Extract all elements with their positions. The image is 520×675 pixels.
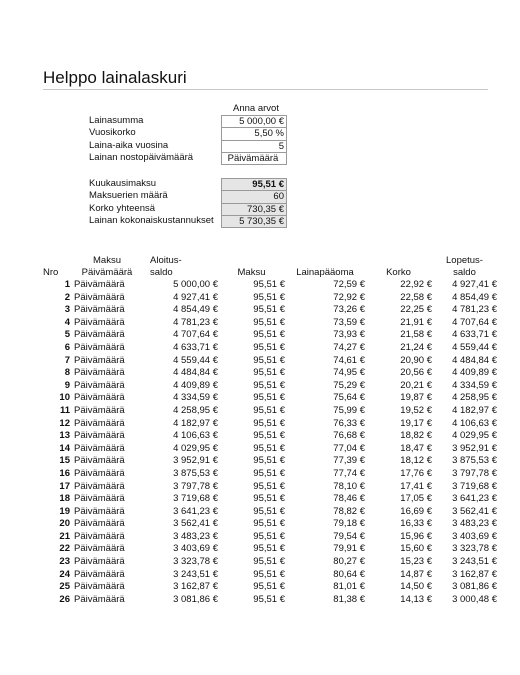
interest-amount-cell: 15,60 € [400,543,432,555]
end-balance-cell: 3 641,23 € [452,493,497,505]
end-balance-cell: 4 633,71 € [452,329,497,341]
start-balance-cell: 5 000,00 € [173,279,218,290]
principal-amount-cell: 77,39 € [333,455,365,467]
table-row [43,405,497,418]
interest-amount-cell: 20,21 € [400,379,432,391]
payment-amount-cell: 95,51 € [253,430,285,442]
payment-number-cell: 2 [64,291,70,303]
principal-amount-cell: 75,64 € [333,392,365,404]
table-row [43,443,497,456]
principal-amount-cell: 75,29 € [333,379,365,391]
end-balance-cell: 3 562,41 € [452,505,497,517]
payment-number-cell: 19 [59,505,70,517]
principal-amount-cell: 79,91 € [333,543,365,555]
input-row-start-date [89,152,287,164]
payment-date-cell: Päivämäärä [74,493,125,505]
payment-number-cell: 26 [59,593,70,605]
payment-amount-cell: 95,51 € [253,581,285,593]
interest-amount-cell: 21,91 € [400,316,432,328]
summary-row-total-interest [89,203,287,215]
end-balance-cell: 4 559,44 € [452,341,497,353]
start-balance-cell: 4 559,44 € [173,354,218,366]
start-balance-cell: 4 258,95 € [173,404,218,416]
principal-amount-cell: 76,68 € [333,430,365,442]
end-balance-cell: 3 875,53 € [452,455,497,467]
table-row [43,392,497,405]
payment-number-cell: 20 [59,518,70,530]
payment-amount-cell: 95,51 € [253,442,285,454]
loan-years-field[interactable]: 5 [221,140,287,152]
principal-amount-cell: 73,26 € [333,304,365,316]
principal-amount-cell: 77,74 € [333,467,365,479]
payment-number-cell: 5 [64,329,70,341]
principal-amount-cell: 79,54 € [333,530,365,542]
end-balance-cell: 3 162,87 € [452,568,497,580]
table-row [43,380,497,393]
start-balance-cell: 3 323,78 € [173,556,218,568]
interest-amount-cell: 18,12 € [400,455,432,467]
end-balance-cell: 4 258,95 € [452,392,497,404]
interest-amount-cell: 21,58 € [400,329,432,341]
table-row [43,468,497,481]
payment-date-cell: Päivämäärä [74,455,125,467]
payment-amount-cell: 95,51 € [253,279,285,290]
table-row [43,418,497,431]
end-balance-cell: 3 403,69 € [452,530,497,542]
payment-amount-cell: 95,51 € [253,404,285,416]
payment-amount-cell: 95,51 € [253,556,285,568]
principal-amount-cell: 72,92 € [333,291,365,303]
start-balance-cell: 4 854,49 € [173,304,218,316]
loan-years-label: Laina-aika vuosina [89,139,169,151]
payment-number-cell: 8 [64,367,70,379]
payment-date-cell: Päivämäärä [74,556,125,568]
payment-date-cell: Päivämäärä [74,392,125,404]
payment-date-cell: Päivämäärä [74,593,125,605]
start-balance-cell: 4 707,64 € [173,329,218,341]
table-row [43,279,497,292]
start-balance-cell: 4 409,89 € [173,379,218,391]
start-balance-cell: 4 182,97 € [173,417,218,429]
payment-date-cell: Päivämäärä [74,379,125,391]
interest-amount-cell: 19,17 € [400,417,432,429]
payment-date-cell: Päivämäärä [74,581,125,593]
header-interest: Korko [386,267,411,278]
payment-amount-cell: 95,51 € [253,543,285,555]
interest-amount-cell: 14,87 € [400,568,432,580]
loan-amount-label: Lainasumma [89,115,144,126]
interest-amount-cell: 18,47 € [400,442,432,454]
input-row-loan-amount [89,115,287,127]
header-payment-date: Maksu Päivämäärä [81,255,133,278]
table-row [43,493,497,506]
table-row [43,581,497,594]
principal-amount-cell: 78,82 € [333,505,365,517]
interest-rate-field[interactable]: 5,50 % [221,127,287,139]
payment-amount-cell: 95,51 € [253,455,285,467]
inputs-header: Anna arvot [233,103,279,114]
end-balance-cell: 4 484,84 € [452,354,497,366]
start-balance-cell: 4 927,41 € [173,291,218,303]
payment-date-cell: Päivämäärä [74,430,125,442]
interest-amount-cell: 22,58 € [400,291,432,303]
summary-row-payment-count [89,190,287,202]
start-balance-cell: 3 562,41 € [173,518,218,530]
start-balance-cell: 3 952,91 € [173,455,218,467]
payment-amount-cell: 95,51 € [253,304,285,316]
header-payment: Maksu [237,267,266,278]
end-balance-cell: 4 707,64 € [452,316,497,328]
schedule-header-row [43,255,497,279]
payment-amount-cell: 95,51 € [253,316,285,328]
input-row-interest-rate [89,127,287,139]
end-balance-cell: 3 323,78 € [452,543,497,555]
principal-amount-cell: 81,38 € [333,593,365,605]
payment-date-cell: Päivämäärä [74,568,125,580]
end-balance-cell: 4 927,41 € [452,279,497,290]
table-row [43,329,497,342]
payment-number-cell: 9 [64,379,70,391]
payment-date-cell: Päivämäärä [74,329,125,341]
payment-date-cell: Päivämäärä [74,467,125,479]
payment-amount-cell: 95,51 € [253,379,285,391]
end-balance-cell: 3 081,86 € [452,581,497,593]
loan-amount-field[interactable]: 5 000,00 € [221,115,287,127]
payment-amount-cell: 95,51 € [253,493,285,505]
payment-amount-cell: 95,51 € [253,354,285,366]
monthly-payment-value: 95,51 € [221,178,287,190]
table-row [43,543,497,556]
principal-amount-cell: 76,33 € [333,417,365,429]
loan-summary [89,178,287,228]
interest-amount-cell: 16,69 € [400,505,432,517]
payment-date-cell: Päivämäärä [74,518,125,530]
table-row [43,430,497,443]
payment-number-cell: 23 [59,556,70,568]
end-balance-cell: 3 483,23 € [452,518,497,530]
summary-row-monthly-payment [89,178,287,190]
start-balance-cell: 4 106,63 € [173,430,218,442]
payment-number-cell: 12 [59,417,70,429]
interest-amount-cell: 21,24 € [400,341,432,353]
payment-date-cell: Päivämäärä [74,543,125,555]
table-row [43,342,497,355]
table-row [43,518,497,531]
end-balance-cell: 4 781,23 € [452,304,497,316]
payment-amount-cell: 95,51 € [253,392,285,404]
end-balance-cell: 4 182,97 € [452,404,497,416]
payment-number-cell: 7 [64,354,70,366]
payment-number-cell: 21 [59,530,70,542]
start-date-field[interactable]: Päivämäärä [221,152,287,164]
payment-number-cell: 24 [59,568,70,580]
end-balance-cell: 4 409,89 € [452,367,497,379]
interest-amount-cell: 18,82 € [400,430,432,442]
principal-amount-cell: 74,95 € [333,367,365,379]
principal-amount-cell: 73,93 € [333,329,365,341]
payment-date-cell: Päivämäärä [74,442,125,454]
payment-amount-cell: 95,51 € [253,505,285,517]
start-balance-cell: 3 797,78 € [173,480,218,492]
payment-amount-cell: 95,51 € [253,568,285,580]
start-balance-cell: 4 029,95 € [173,442,218,454]
start-balance-cell: 3 403,69 € [173,543,218,555]
principal-amount-cell: 73,59 € [333,316,365,328]
end-balance-cell: 3 000,48 € [452,593,497,605]
interest-amount-cell: 17,41 € [400,480,432,492]
interest-amount-cell: 15,23 € [400,556,432,568]
end-balance-cell: 3 952,91 € [452,442,497,454]
principal-amount-cell: 81,01 € [333,581,365,593]
table-row [43,355,497,368]
total-cost-value: 5 730,35 € [221,215,287,227]
payment-amount-cell: 95,51 € [253,417,285,429]
payment-date-cell: Päivämäärä [74,367,125,379]
principal-amount-cell: 78,46 € [333,493,365,505]
interest-amount-cell: 17,05 € [400,493,432,505]
table-row [43,304,497,317]
table-row [43,594,497,607]
interest-rate-label: Vuosikorko [89,127,136,139]
summary-row-total-cost [89,215,287,227]
interest-amount-cell: 19,87 € [400,392,432,404]
payment-amount-cell: 95,51 € [253,341,285,353]
payment-number-cell: 6 [64,341,70,353]
page-title: Helppo lainalaskuri [43,68,187,87]
payment-date-cell: Päivämäärä [74,404,125,416]
interest-amount-cell: 22,92 € [400,279,432,290]
table-row [43,292,497,305]
start-balance-cell: 4 781,23 € [173,316,218,328]
total-cost-label: Lainan kokonaiskustannukset [89,215,214,227]
interest-amount-cell: 14,13 € [400,593,432,605]
start-balance-cell: 3 483,23 € [173,530,218,542]
start-balance-cell: 3 162,87 € [173,581,218,593]
payment-amount-cell: 95,51 € [253,329,285,341]
table-row [43,506,497,519]
payment-date-cell: Päivämäärä [74,417,125,429]
table-row [43,556,497,569]
end-balance-cell: 3 243,51 € [452,556,497,568]
total-interest-value: 730,35 € [221,203,287,215]
principal-amount-cell: 74,61 € [333,354,365,366]
interest-amount-cell: 20,90 € [400,354,432,366]
table-row [43,455,497,468]
start-balance-cell: 3 243,51 € [173,568,218,580]
principal-amount-cell: 78,10 € [333,480,365,492]
principal-amount-cell: 80,27 € [333,556,365,568]
principal-amount-cell: 74,27 € [333,341,365,353]
payment-amount-cell: 95,51 € [253,480,285,492]
payment-number-cell: 22 [59,543,70,555]
payment-number-cell: 17 [59,480,70,492]
payment-amount-cell: 95,51 € [253,593,285,605]
payment-number-cell: 25 [59,581,70,593]
title-divider [43,89,488,90]
interest-amount-cell: 22,25 € [400,304,432,316]
payment-date-cell: Päivämäärä [74,304,125,316]
payment-date-cell: Päivämäärä [74,354,125,366]
payment-date-cell: Päivämäärä [74,291,125,303]
end-balance-cell: 3 797,78 € [452,467,497,479]
start-balance-cell: 4 633,71 € [173,341,218,353]
payment-number-cell: 11 [59,404,70,416]
payment-date-cell: Päivämäärä [74,480,125,492]
payment-number-cell: 3 [64,304,70,316]
table-row [43,531,497,544]
payment-count-value: 60 [221,190,287,202]
principal-amount-cell: 75,99 € [333,404,365,416]
start-balance-cell: 4 484,84 € [173,367,218,379]
end-balance-cell: 4 854,49 € [452,291,497,303]
principal-amount-cell: 72,59 € [333,279,365,290]
start-balance-cell: 4 334,59 € [173,392,218,404]
payment-amount-cell: 95,51 € [253,467,285,479]
start-date-label: Lainan nostopäivämäärä [89,152,194,164]
payment-number-cell: 15 [59,455,70,467]
interest-amount-cell: 19,52 € [400,404,432,416]
principal-amount-cell: 79,18 € [333,518,365,530]
start-balance-cell: 3 875,53 € [173,467,218,479]
total-interest-label: Korko yhteensä [89,202,156,214]
end-balance-cell: 4 106,63 € [452,417,497,429]
interest-amount-cell: 15,96 € [400,530,432,542]
interest-amount-cell: 14,50 € [400,581,432,593]
header-end-balance: Lopetus- saldo [446,255,483,278]
payment-date-cell: Päivämäärä [74,316,125,328]
header-nro: Nro [43,267,59,278]
end-balance-cell: 4 334,59 € [452,379,497,391]
interest-amount-cell: 16,33 € [400,518,432,530]
monthly-payment-label: Kuukausimaksu [89,178,157,189]
payment-number-cell: 13 [59,430,70,442]
payment-number-cell: 18 [59,493,70,505]
payment-schedule-table [43,255,497,606]
payment-date-cell: Päivämäärä [74,279,125,290]
payment-number-cell: 16 [59,467,70,479]
payment-amount-cell: 95,51 € [253,518,285,530]
payment-amount-cell: 95,51 € [253,367,285,379]
table-row [43,569,497,582]
table-row [43,367,497,380]
payment-date-cell: Päivämäärä [74,341,125,353]
payment-amount-cell: 95,51 € [253,530,285,542]
payment-number-cell: 10 [59,392,70,404]
table-row [43,317,497,330]
payment-count-label: Maksuerien määrä [89,190,168,202]
payment-number-cell: 14 [59,442,70,454]
payment-number-cell: 1 [64,279,70,290]
loan-inputs [89,115,287,165]
end-balance-cell: 3 719,68 € [452,480,497,492]
payment-amount-cell: 95,51 € [253,291,285,303]
header-principal: Lainapääoma [296,267,354,278]
principal-amount-cell: 77,04 € [333,442,365,454]
payment-number-cell: 4 [64,316,70,328]
table-row [43,481,497,494]
end-balance-cell: 4 029,95 € [452,430,497,442]
principal-amount-cell: 80,64 € [333,568,365,580]
input-row-loan-years [89,140,287,152]
header-start-balance: Aloitus- saldo [150,255,182,278]
payment-date-cell: Päivämäärä [74,530,125,542]
interest-amount-cell: 17,76 € [400,467,432,479]
interest-amount-cell: 20,56 € [400,367,432,379]
start-balance-cell: 3 719,68 € [173,493,218,505]
start-balance-cell: 3 641,23 € [173,505,218,517]
start-balance-cell: 3 081,86 € [173,593,218,605]
payment-date-cell: Päivämäärä [74,505,125,517]
